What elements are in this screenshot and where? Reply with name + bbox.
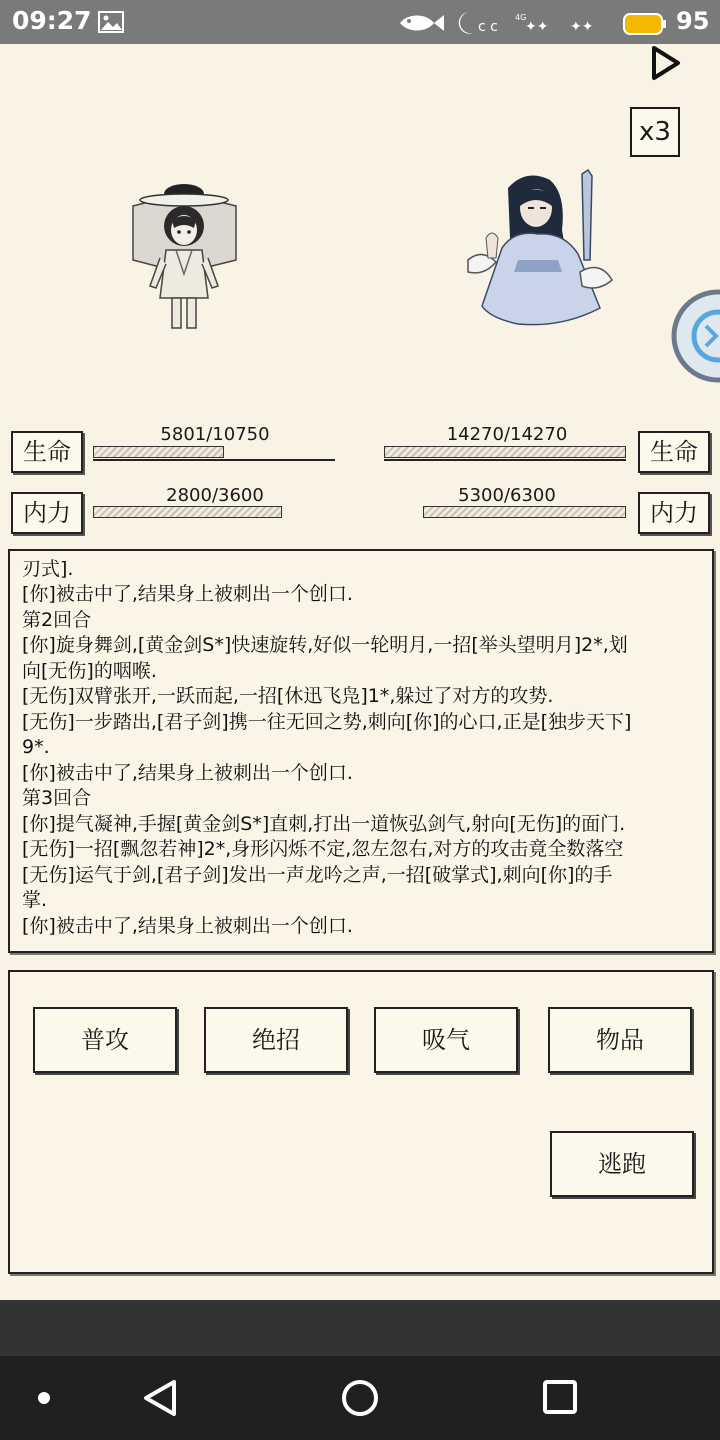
log-line: 第2回合 xyxy=(22,608,92,631)
enemy-inner-label: 内力 xyxy=(638,492,710,534)
combat-log-lines xyxy=(22,557,702,940)
log-line: [你]被击中了,结果身上被刺出一个创口. xyxy=(22,583,353,605)
enemy-life-label: 生命 xyxy=(638,431,710,473)
enemy-life-bar xyxy=(384,446,626,458)
navigation-bar xyxy=(0,1356,720,1440)
enemy-life-fill xyxy=(384,446,626,458)
player-life-baseline xyxy=(93,459,335,461)
home-icon[interactable] xyxy=(339,1376,381,1420)
signal-icon xyxy=(507,13,594,35)
svg-text:✦✦: ✦✦ xyxy=(570,19,594,35)
action-panel xyxy=(8,970,714,1274)
log-line: [无伤]双臂张开,一跃而起,一招[休迅飞凫]1*,躲过了对方的攻势. xyxy=(22,685,554,707)
play-button[interactable] xyxy=(646,44,684,82)
player-life-bar xyxy=(93,446,335,458)
player-character xyxy=(128,178,240,334)
log-line: 9*. xyxy=(22,736,50,758)
side-float-button[interactable] xyxy=(670,288,720,384)
ultimate-button[interactable]: 绝招 xyxy=(204,1007,348,1073)
log-line: [你]旋身舞剑,[黄金剑S*]快速旋转,好似一轮明月,一招[举头望明月]2*,划 xyxy=(22,634,628,656)
enemy-inner-bar xyxy=(384,506,626,518)
svg-text:✦✦: ✦✦ xyxy=(525,19,549,35)
bottom-strip xyxy=(0,1300,720,1356)
player-inner-label: 内力 xyxy=(11,492,83,534)
log-line: [你]被击中了,结果身上被刺出一个创口. xyxy=(22,914,353,937)
player-life-label: 生命 xyxy=(11,431,83,473)
status-icons xyxy=(398,10,613,36)
combat-log[interactable] xyxy=(8,549,714,953)
log-line: [无伤]运气于剑,[君子剑]发出一声龙吟之声,一招[破掌式],刺向[你]的手 xyxy=(22,863,613,886)
gallery-icon xyxy=(98,11,124,33)
status-time: 09:27 xyxy=(12,6,92,35)
status-bar xyxy=(0,0,720,44)
enemy-life-baseline xyxy=(384,459,626,461)
items-button[interactable]: 物品 xyxy=(548,1007,692,1073)
log-line: 掌. xyxy=(22,889,48,911)
player-life-value: 5801/10750 xyxy=(160,424,270,445)
flee-button[interactable]: 逃跑 xyxy=(550,1131,694,1197)
enemy-inner-value: 5300/6300 xyxy=(458,485,556,506)
moon-icon xyxy=(459,12,498,35)
player-life-fill xyxy=(93,446,224,458)
player-inner-fill xyxy=(93,506,282,518)
log-line: [你]被击中了,结果身上被刺出一个创口. xyxy=(22,761,353,784)
log-line: 刃式]. xyxy=(22,557,74,580)
enemy-character xyxy=(462,168,618,330)
fish-icon xyxy=(400,15,444,31)
log-line: [无伤]一招[飘忽若神]2*,身形闪烁不定,忽左忽右,对方的攻击竟全数落空 xyxy=(22,838,624,860)
back-icon[interactable] xyxy=(140,1376,180,1420)
player-inner-value: 2800/3600 xyxy=(166,485,264,506)
log-line: 向[无伤]的咽喉. xyxy=(22,659,157,682)
enemy-life-value: 14270/14270 xyxy=(446,424,568,445)
battery-level: 95 xyxy=(676,7,710,35)
log-line: [无伤]一步踏出,[君子剑]携一往无回之势,刺向[你]的心口,正是[独步天下] xyxy=(22,710,632,733)
battery-icon xyxy=(623,13,667,35)
speed-button[interactable]: x3 xyxy=(630,107,680,157)
nav-dot-icon[interactable] xyxy=(34,1376,54,1420)
log-line: [你]提气凝神,手握[黄金剑S*]直刺,打出一道恢弘剑气,射向[无伤]的面门. xyxy=(22,812,626,835)
player-inner-bar xyxy=(93,506,335,518)
log-line: 第3回合 xyxy=(22,787,92,809)
attack-button[interactable]: 普攻 xyxy=(33,1007,177,1073)
enemy-inner-fill xyxy=(423,506,626,518)
breathe-button[interactable]: 吸气 xyxy=(374,1007,518,1073)
recents-icon[interactable] xyxy=(540,1376,580,1420)
svg-text:c c: c c xyxy=(478,19,498,35)
network-label: 4G xyxy=(515,13,527,22)
